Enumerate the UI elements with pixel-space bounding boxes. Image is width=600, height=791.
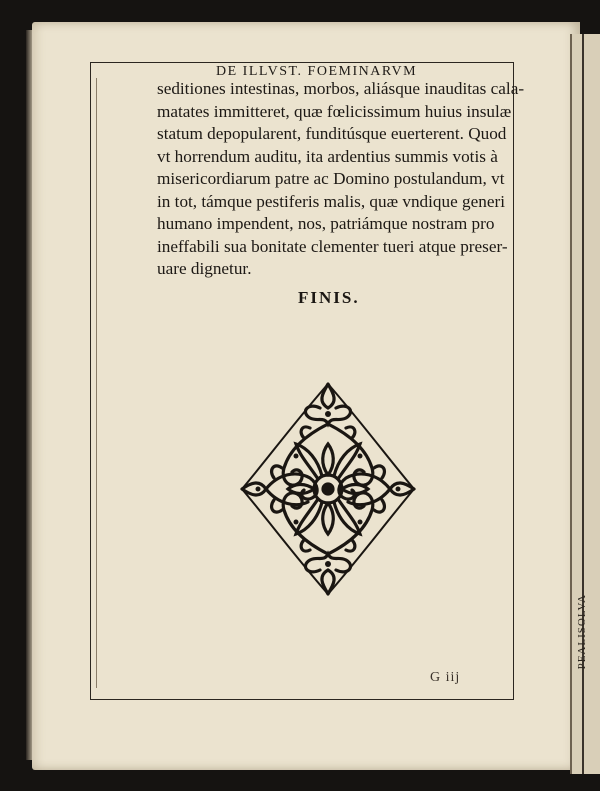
text-line: statum depopularent, funditúsque euerterent. Quod xyxy=(157,124,507,143)
finis-heading: FINIS. xyxy=(298,288,360,307)
text-line: uare dignetur. xyxy=(157,259,252,278)
text-line: ineffabili sua bonitate clementer tueri atque preser- xyxy=(157,236,508,256)
inner-margin-rule xyxy=(96,78,97,688)
facing-page xyxy=(570,34,600,774)
signature-mark: G iij xyxy=(430,670,461,685)
text-line: in tot, támque pestiferis malis, quæ vndique generi xyxy=(157,191,505,211)
text-line: seditiones intestinas, morbos, aliásque inauditas cala- xyxy=(157,79,525,98)
fleuron-lozenge-icon xyxy=(238,378,418,600)
text-line: vt horrendum auditu, ita ardentius summis votis à xyxy=(157,146,498,166)
body-text xyxy=(157,78,525,281)
text-line: misericordiarum patre ac Domino postulandum, vt xyxy=(157,169,505,188)
text-line: matates immitteret, quæ fœlicissimum huius insulæ xyxy=(157,101,512,121)
text-line: humano impendent, nos, patriámque nostram pro xyxy=(157,214,495,233)
facing-page-edge-text: PEALISOLVA xyxy=(576,594,588,670)
running-head: DE ILLVST. FOEMINARVM xyxy=(216,64,418,79)
